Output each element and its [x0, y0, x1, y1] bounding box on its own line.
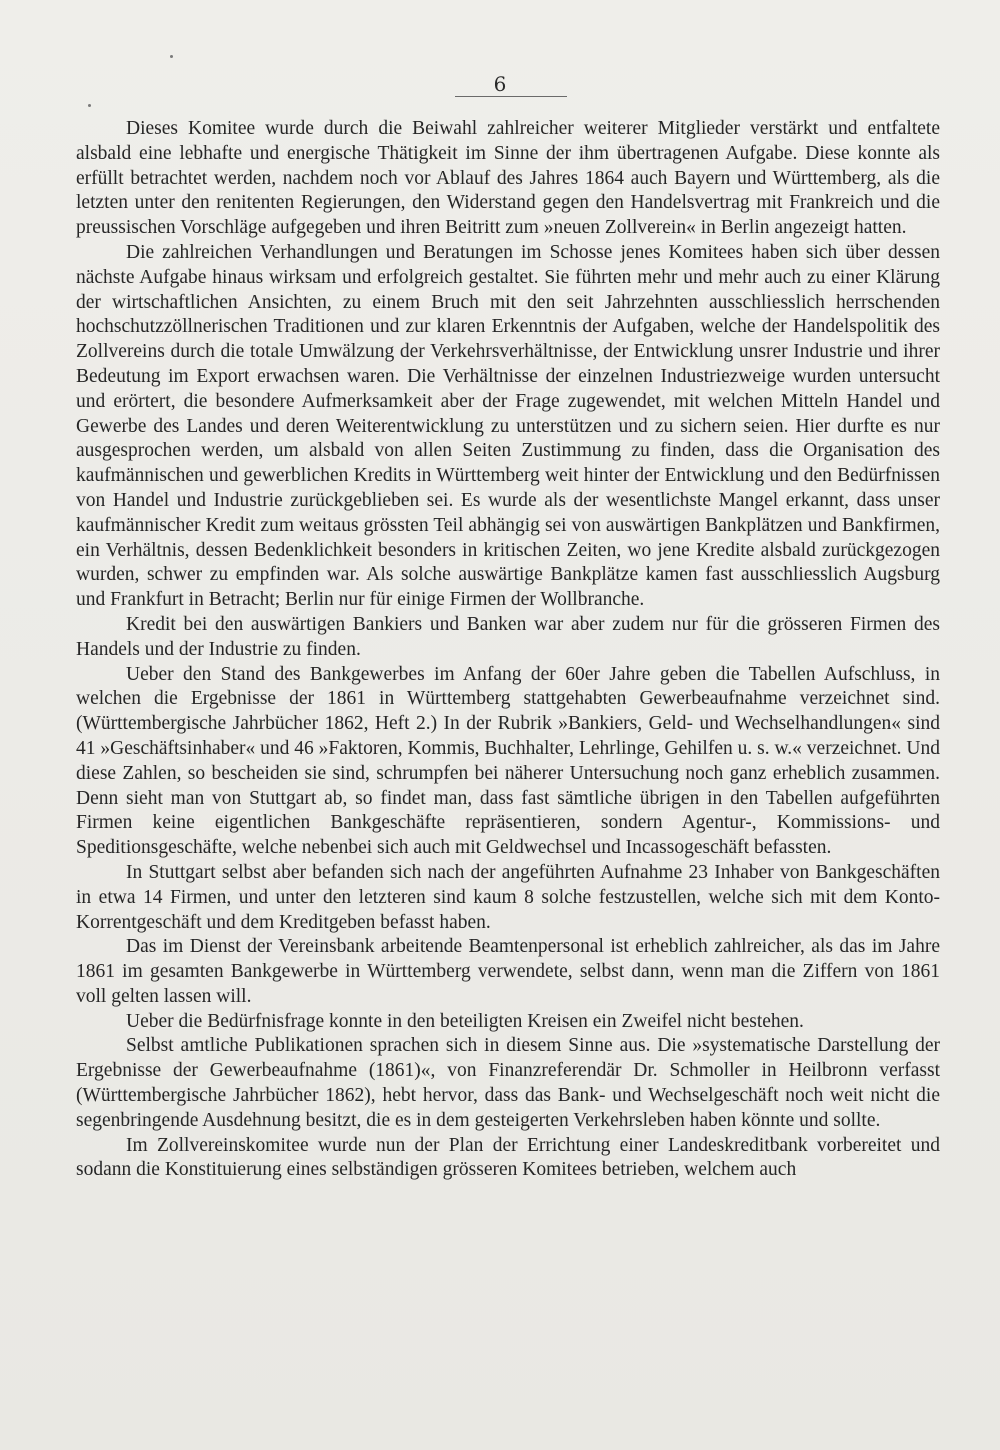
page-number: 6	[493, 72, 507, 96]
page-number-rule	[455, 96, 567, 97]
paragraph-5: In Stuttgart selbst aber befanden sich nach der angeführten Aufnahme 23 Inhaber von Bankgeschäften in etwa 14 Firmen, und unter den letzteren sind kaum 8 solche festzustellen, welche sich mit dem Konto-Korrentgeschäft und dem Kreditgeben befasst haben.	[76, 861, 940, 933]
paper-speck	[88, 104, 91, 107]
paragraph-3: Kredit bei den auswärtigen Bankiers und Banken war aber zudem nur für die grösseren Firmen des Handels und der Industrie zu finden.	[76, 613, 940, 660]
paper-speck	[170, 55, 173, 58]
paragraph-8: Selbst amtliche Publikationen sprachen sich in diesem Sinne aus. Die »systematische Darstellung der Ergebnisse der Gewerbeaufnahme (1861)«, von Finanzreferendär Dr. Schmoller in Heilbronn verfasst (Württembergische Jahrbücher 1862), hebt hervor, dass das Bank- und Wechselgeschäft noch weit nicht die segenbringende Ausdehnung besitzt, die es in dem gesteigerten Verkehrsleben haben könnte und sollte.	[76, 1035, 940, 1131]
body-text	[76, 117, 940, 1183]
paragraph-1: Dieses Komitee wurde durch die Beiwahl zahlreicher weiterer Mitglieder verstärkt und entfaltete alsbald eine lebhafte und energische Thätigkeit im Sinne der ihm übertragenen Aufgabe. Diese konnte als erfüllt betrachtet werden, nachdem noch vor Ablauf des Jahres 1864 auch Bayern und Württemberg, als die letzten unter den renitenten Regierungen, den Widerstand gegen den Handelsvertrag mit Frankreich und die preussischen Vorschläge aufgegeben und ihren Beitritt zum »neuen Zollverein« in Berlin angezeigt hatten.	[76, 118, 940, 239]
paragraph-7: Ueber die Bedürfnisfrage konnte in den beteiligten Kreisen ein Zweifel nicht bestehen.	[126, 1010, 804, 1032]
paragraph-4: Ueber den Stand des Bankgewerbes im Anfang der 60er Jahre geben die Tabellen Aufschluss, in welchen die Ergebnisse der 1861 in Württemberg stattgehabten Gewerbeaufnahme verzeichnet sind. (Württembergische Jahrbücher 1862, Heft 2.) In der Rubrik »Bankiers, Geld- und Wechselhandlungen« sind 41 »Geschäftsinhaber« und 46 »Faktoren, Kommis, Buchhalter, Lehrlinge, Gehilfen u. s. w.« verzeichnet. Und diese Zahlen, so bescheiden sie sind, schrumpfen bei näherer Untersuchung noch ganz erheblich zusammen. Denn sieht man von Stuttgart ab, so findet man, dass fast sämtliche übrigen in den Tabellen aufgeführten Firmen keine eigentlichen Bankgeschäfte repräsentieren, sondern Agentur-, Kommissions- und Speditionsgeschäfte, welche nebenbei sich auch mit Geldwechsel und Incassogeschäft befassten.	[76, 663, 940, 859]
paragraph-2: Die zahlreichen Verhandlungen und Beratungen im Schosse jenes Komitees haben sich über dessen nächste Aufgabe hinaus wirksam und erfolgreich gestaltet. Sie führten mehr und mehr auch zu einer Klärung der wirtschaftlichen Ansichten, zu einem Bruch mit den seit Jahrzehnten ausschliesslich herrschenden hochschutzzöllnerischen Traditionen und zur klaren Erkenntnis der Aufgaben, welche der Handelspolitik des Zollvereins durch die totale Umwälzung der Verkehrsverhältnisse, der Entwicklung unsrer Industrie und ihrer Bedeutung im Export erwachsen waren. Die Verhältnisse der einzelnen Industriezweige wurden untersucht und erörtert, die besondere Aufmerksamkeit aber der Frage zugewendet, mit welchen Mitteln Handel und Gewerbe des Landes und deren Weiterentwicklung zu unterstützen und zu sichern seien. Hier durfte es nur ausgesprochen werden, um alsbald von allen Seiten Zustimmung zu finden, dass die Organisation des kaufmännischen und gewerblichen Kredits in Württemberg weit hinter der Entwicklung und den Bedürfnissen von Handel und Industrie zurückgeblieben sei. Es wurde als der wesentlichste Mangel erkannt, dass unser kaufmännischer Kredit zum weitaus grössten Teil abhängig sei von auswärtigen Bankplätzen und Bankfirmen, ein Verhältnis, dessen Bedenklichkeit besonders in kritischen Zeiten, wo jene Kredite alsbald zurückgezogen wurden, schwer zu empfinden war. Als solche auswärtige Bankplätze kamen fast ausschliesslich Augsburg und Frankfurt in Betracht; Berlin nur für einige Firmen der Wollbranche.	[76, 241, 940, 611]
paragraph-9: Im Zollvereinskomitee wurde nun der Plan der Errichtung einer Landeskreditbank vorbereitet und sodann die Konstituierung eines selbständigen grösseren Komitees betrieben, welchem auch	[76, 1134, 940, 1181]
paragraph-6: Das im Dienst der Vereinsbank arbeitende Beamtenpersonal ist erheblich zahlreicher, als das im Jahre 1861 im gesamten Bankgewerbe in Württemberg verwendete, selbst dann, wenn man die Ziffern von 1861 voll gelten lassen will.	[76, 936, 940, 1007]
